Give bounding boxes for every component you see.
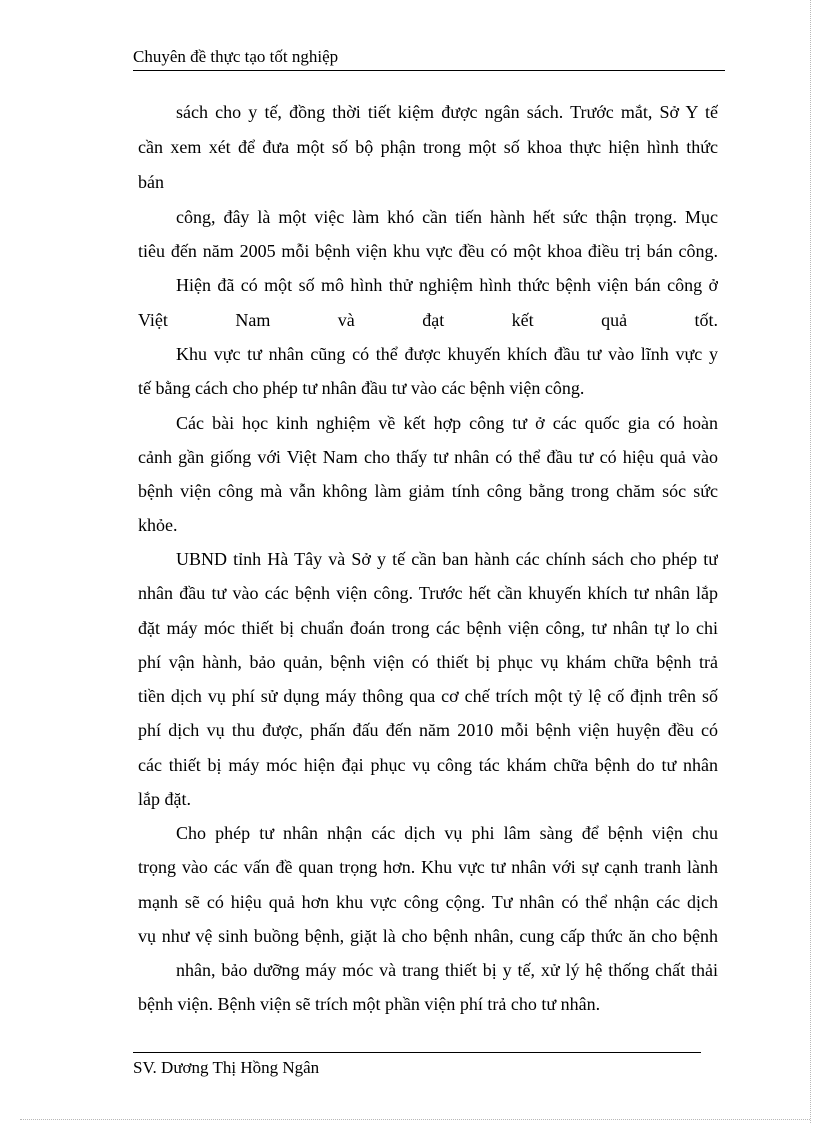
text-line: nhân, bảo dưỡng máy móc và trang thiết bị y tế, xử lý hệ thống chất thải bbox=[176, 960, 718, 980]
text-line: đặt máy móc thiết bị chuẩn đoán trong các bệnh viện công, tư nhân tự lo chi bbox=[138, 618, 718, 638]
text-line: cảnh gần giống với Việt Nam cho thấy tư nhân có thể đầu tư có hiệu quả vào bbox=[138, 447, 718, 467]
text-line: Khu vực tư nhân cũng có thể được khuyến khích đầu tư vào lĩnh vực y bbox=[176, 344, 718, 364]
text-line: Hiện đã có một số mô hình thử nghiệm hình thức bệnh viện bán công ở bbox=[176, 275, 718, 295]
page-edge-bottom bbox=[20, 1119, 810, 1120]
text-line: bệnh viện. Bệnh viện sẽ trích một phần viện phí trả cho tư nhân. bbox=[138, 994, 601, 1014]
text-line: tiền dịch vụ phí sử dụng máy thông qua cơ chế trích một tỷ lệ cố định trên số bbox=[138, 686, 718, 706]
page-header bbox=[133, 44, 725, 71]
text-line: lắp đặt. bbox=[138, 789, 191, 809]
text-line: mạnh sẽ có hiệu quả hơn khu vực công cộng. Tư nhân có thể nhận các dịch bbox=[138, 892, 718, 912]
text-line: cần xem xét để đưa một số bộ phận trong một số khoa thực hiện hình thức bbox=[138, 137, 718, 157]
text-line: sách cho y tế, đồng thời tiết kiệm được ngân sách. Trước mắt, Sở Y tế bbox=[176, 102, 718, 122]
footer-divider bbox=[133, 1052, 701, 1053]
text-line: nhân đầu tư vào các bệnh viện công. Trước hết cần khuyến khích tư nhân lắp bbox=[138, 583, 718, 603]
header-title: Chuyên đề thực tạo tốt nghiệp bbox=[133, 47, 339, 66]
text-line: khỏe. bbox=[138, 515, 178, 535]
text-line: công, đây là một việc làm khó cần tiến hành hết sức thận trọng. Mục bbox=[176, 207, 718, 227]
text-line: trọng vào các vấn đề quan trọng hơn. Khu vực tư nhân với sự cạnh tranh lành bbox=[138, 857, 718, 877]
text-line: bán bbox=[138, 172, 164, 192]
text-line: phí dịch vụ thu được, phấn đấu đến năm 2010 mỗi bệnh viện huyện đều có bbox=[138, 720, 718, 740]
text-line: Việt Nam và đạt kết quả tốt. bbox=[138, 310, 718, 330]
text-line: các thiết bị máy móc hiện đại phục vụ công tác khám chữa bệnh do tư nhân bbox=[138, 755, 718, 775]
page-edge-right bbox=[810, 0, 811, 1123]
text-line: bệnh viện công mà vẫn không làm giảm tính công bằng trong chăm sóc sức bbox=[138, 481, 718, 501]
footer-author: SV. Dương Thị Hồng Ngân bbox=[133, 1058, 320, 1077]
text-line: phí vận hành, bảo quản, bệnh viện có thiết bị phục vụ khám chữa bệnh trả bbox=[138, 652, 718, 672]
text-line: Các bài học kinh nghiệm về kết hợp công tư ở các quốc gia có hoàn bbox=[176, 413, 718, 433]
text-line: tiêu đến năm 2005 mỗi bệnh viện khu vực đều có một khoa điều trị bán công. bbox=[138, 241, 718, 261]
text-line: Cho phép tư nhân nhận các dịch vụ phi lâm sàng để bệnh viện chu bbox=[176, 823, 718, 843]
text-line: UBND tỉnh Hà Tây và Sở y tế cần ban hành các chính sách cho phép tư bbox=[176, 549, 718, 569]
text-line: vụ như vệ sinh buồng bệnh, giặt là cho bệnh nhân, cung cấp thức ăn cho bệnh bbox=[138, 926, 718, 946]
text-line: tế bằng cách cho phép tư nhân đầu tư vào các bệnh viện công. bbox=[138, 378, 585, 398]
